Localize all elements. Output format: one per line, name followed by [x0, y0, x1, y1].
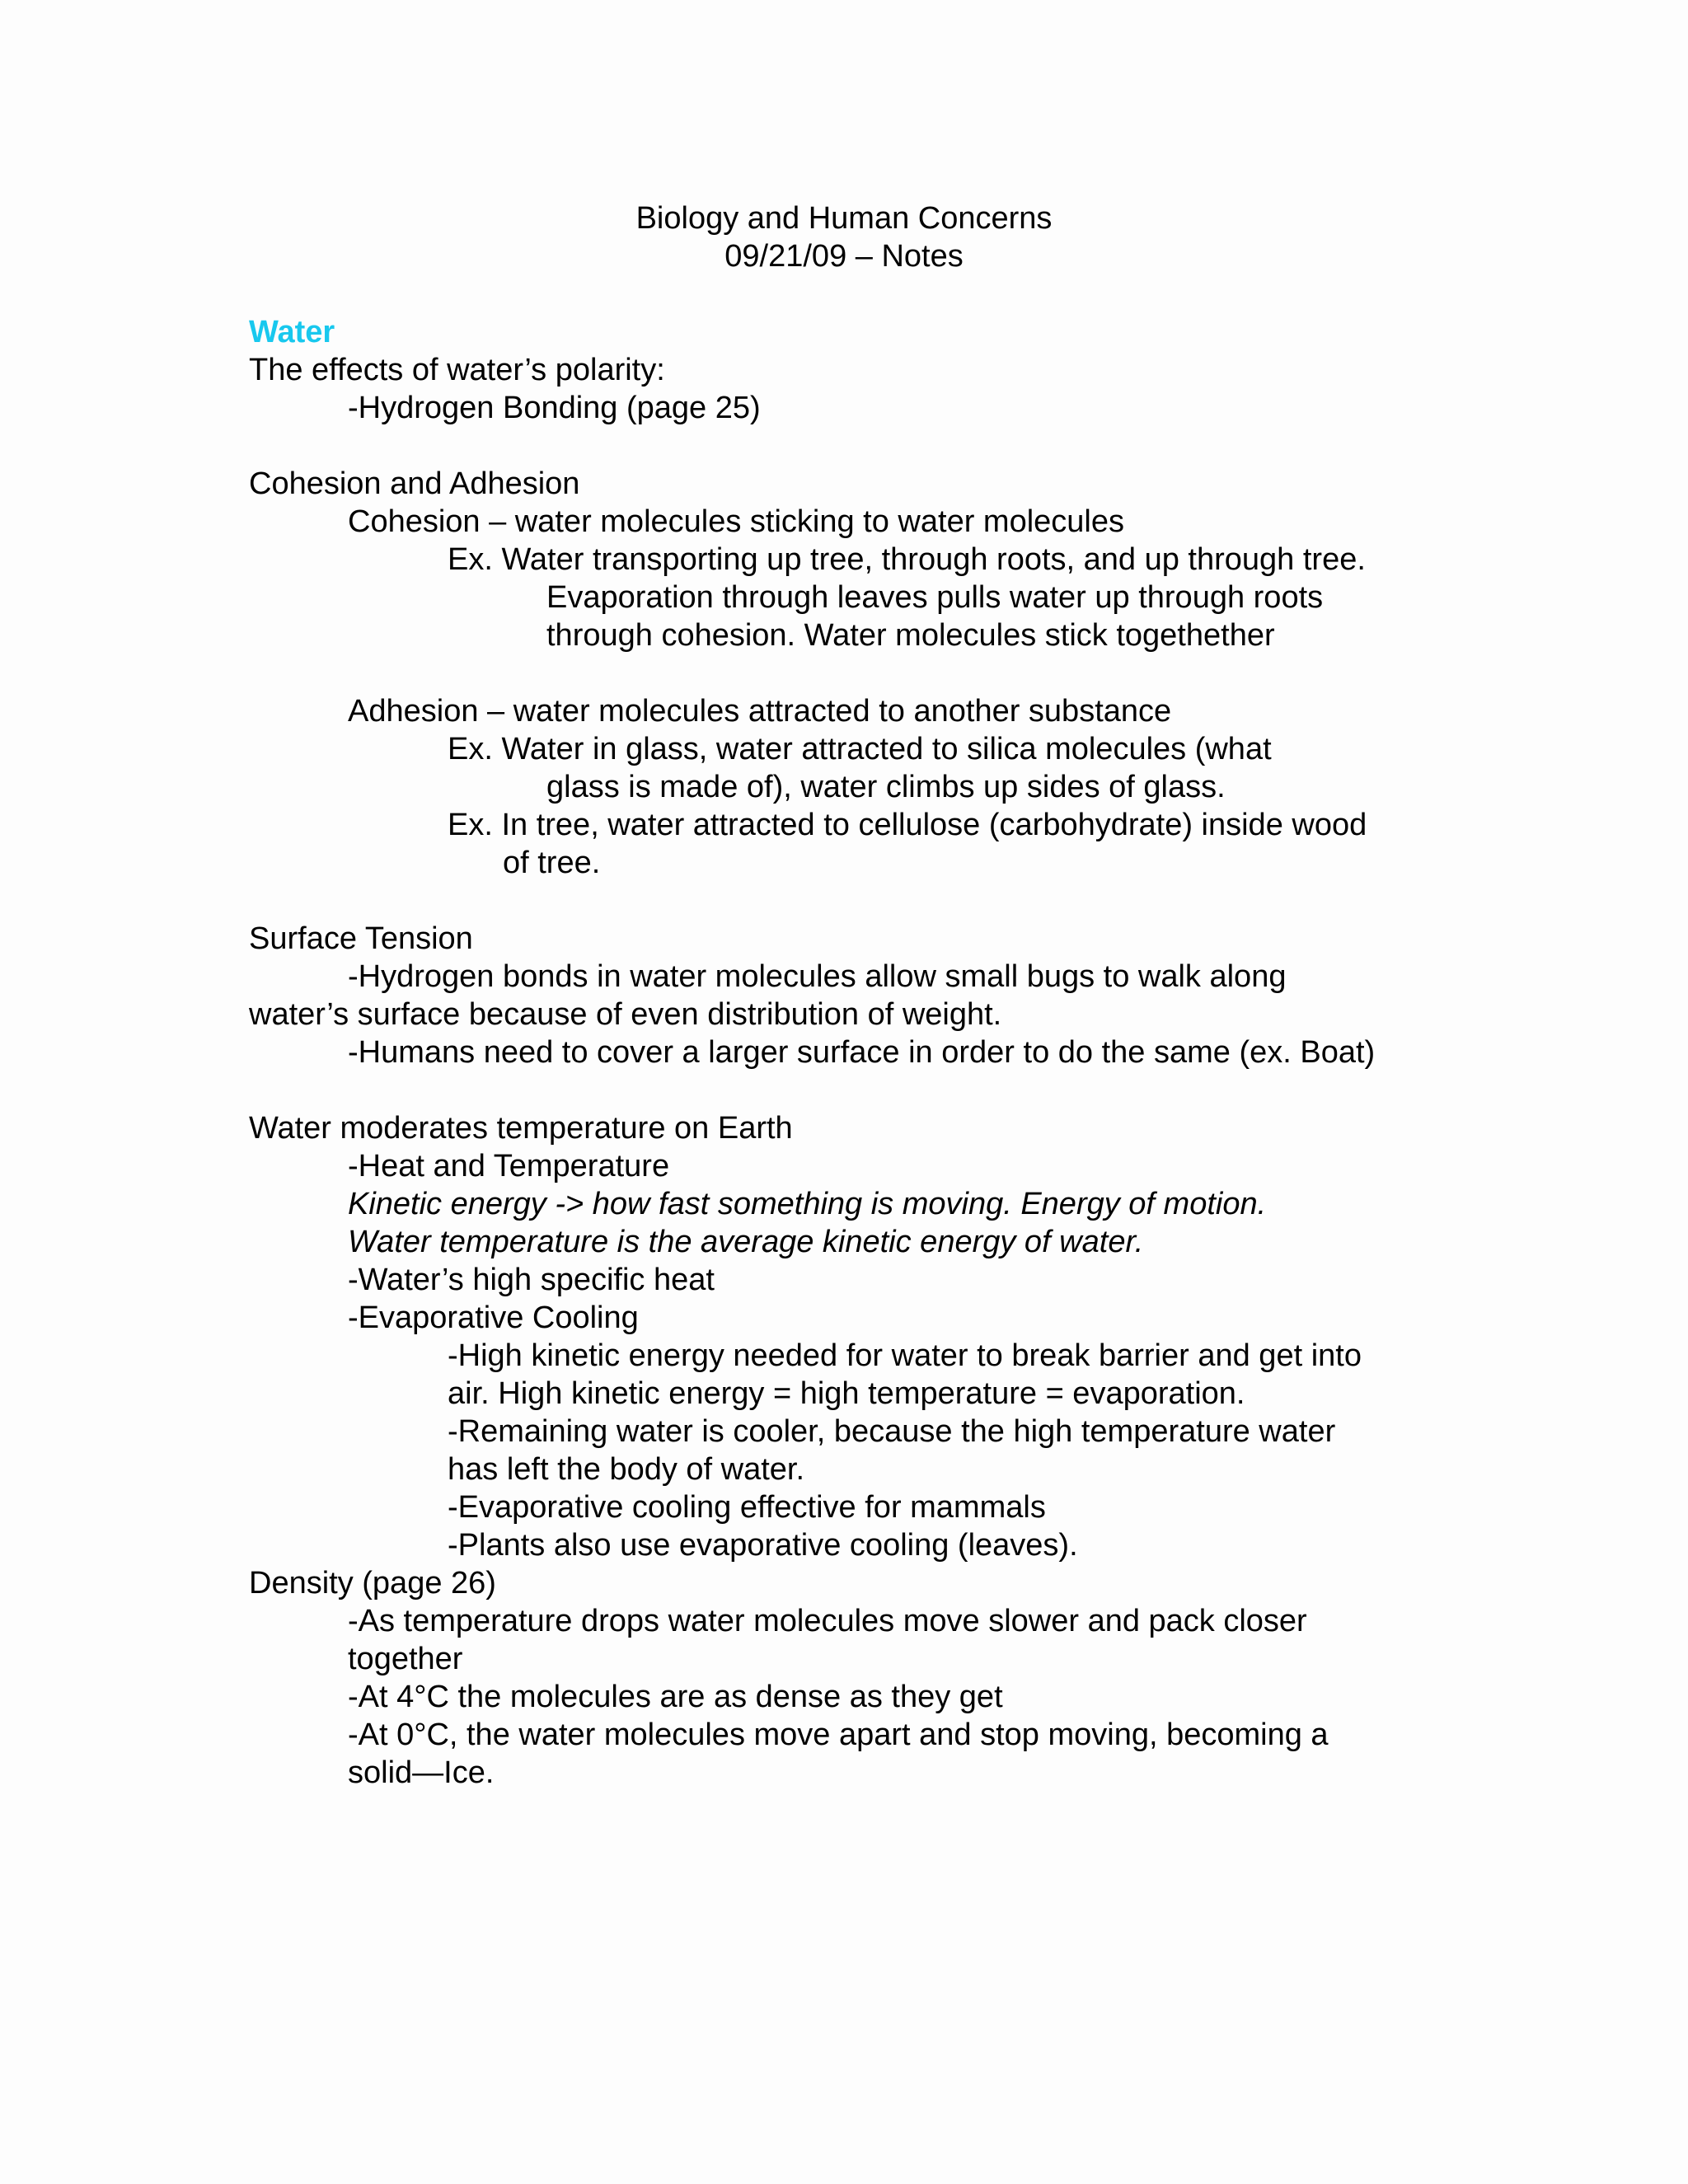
cohesion-example-line: Ex. Water transporting up tree, through roots, and up through tree.: [448, 542, 1366, 577]
temperature-kinetic-note: Kinetic energy -> how fast something is moving. Energy of motion.: [348, 1187, 1267, 1221]
surface-tension-line: water’s surface because of even distribution of weight.: [249, 997, 1002, 1032]
density-line: -At 4°C the molecules are as dense as they get: [348, 1680, 1003, 1714]
evaporative-line: has left the body of water.: [448, 1452, 805, 1487]
temperature-heat: -Heat and Temperature: [348, 1149, 670, 1183]
density-line: -At 0°C, the water molecules move apart and stop moving, becoming a: [348, 1718, 1329, 1752]
temperature-specific-heat: -Water’s high specific heat: [348, 1263, 715, 1297]
cohesion-definition: Cohesion – water molecules sticking to water molecules: [348, 504, 1124, 539]
temperature-title: Water moderates temperature on Earth: [249, 1111, 793, 1146]
surface-tension-line: -Hydrogen bonds in water molecules allow small bugs to walk along: [348, 959, 1287, 994]
adhesion-example-line: of tree.: [503, 846, 601, 880]
surface-tension-title: Surface Tension: [249, 921, 473, 956]
polarity-item: -Hydrogen Bonding (page 25): [348, 391, 761, 425]
adhesion-example-line: Ex. Water in glass, water attracted to silica molecules (what: [448, 732, 1272, 766]
density-line: solid—Ice.: [348, 1755, 495, 1790]
adhesion-example-line: glass is made of), water climbs up sides of glass.: [546, 770, 1226, 804]
document-date: 09/21/09 – Notes: [724, 239, 964, 274]
section-heading-water: Water: [249, 315, 335, 349]
evaporative-line: -High kinetic energy needed for water to break barrier and get into: [448, 1338, 1362, 1373]
surface-tension-line: -Humans need to cover a larger surface in order to do the same (ex. Boat): [348, 1035, 1376, 1070]
density-line: -As temperature drops water molecules move slower and pack closer: [348, 1604, 1307, 1638]
document-title: Biology and Human Concerns: [635, 201, 1053, 236]
cohesion-example-line: through cohesion. Water molecules stick togethether: [546, 618, 1275, 653]
evaporative-line: air. High kinetic energy = high temperature = evaporation.: [448, 1376, 1245, 1411]
adhesion-example-line: Ex. In tree, water attracted to cellulose (carbohydrate) inside wood: [448, 808, 1367, 842]
evaporative-line: -Evaporative cooling effective for mammals: [448, 1490, 1046, 1525]
evaporative-line: -Remaining water is cooler, because the high temperature water: [448, 1414, 1336, 1449]
density-line: together: [348, 1642, 463, 1676]
density-title: Density (page 26): [249, 1566, 496, 1601]
cohesion-adhesion-title: Cohesion and Adhesion: [249, 466, 580, 501]
cohesion-example-line: Evaporation through leaves pulls water up through roots: [546, 580, 1324, 615]
evaporative-line: -Plants also use evaporative cooling (leaves).: [448, 1528, 1078, 1563]
polarity-intro: The effects of water’s polarity:: [249, 353, 665, 387]
temperature-water-note: Water temperature is the average kinetic energy of water.: [348, 1225, 1144, 1259]
adhesion-definition: Adhesion – water molecules attracted to another substance: [348, 694, 1172, 729]
temperature-evaporative: -Evaporative Cooling: [348, 1301, 639, 1335]
